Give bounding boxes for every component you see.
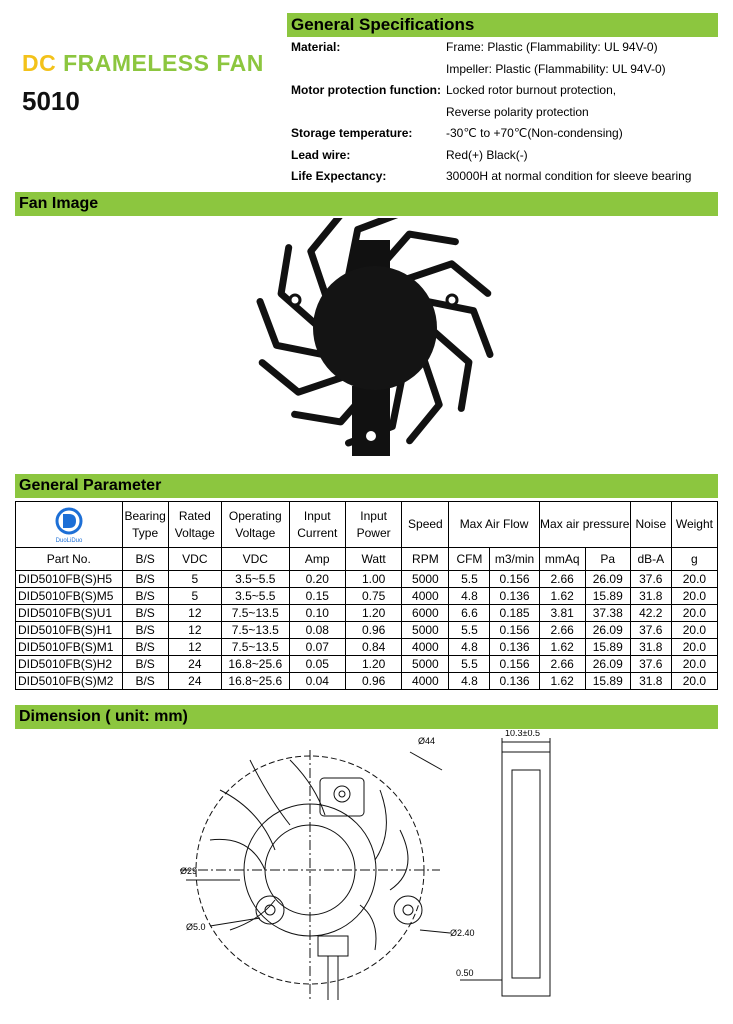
spec-value: Impeller: Plastic (Flammability: UL 94V-0): [446, 61, 666, 76]
table-cell: B/S: [122, 622, 168, 639]
table-row: [16, 605, 718, 622]
table-cell: 20.0: [671, 673, 717, 690]
spec-value: Red(+) Black(-): [446, 147, 528, 162]
table-cell: 20.0: [671, 588, 717, 605]
part-number-cell: DID5010FB(S)M2: [16, 673, 123, 690]
table-cell: 0.08: [289, 622, 345, 639]
table-cell: 0.96: [345, 673, 401, 690]
fan-left-hole: [290, 295, 300, 305]
table-cell: B/S: [122, 656, 168, 673]
spec-value: -30℃ to +70℃(Non-condensing): [446, 126, 623, 140]
spec-row: [291, 145, 731, 166]
company-logo: [16, 502, 123, 548]
table-cell: 4.8: [449, 588, 490, 605]
table-cell: 1.20: [345, 656, 401, 673]
table-cell: 5.5: [449, 571, 490, 588]
table-cell: 7.5~13.5: [221, 622, 289, 639]
table-cell: 31.8: [630, 673, 671, 690]
table-cell: 3.81: [539, 605, 585, 622]
table-cell: 0.136: [490, 639, 539, 656]
table-cell: 20.0: [671, 639, 717, 656]
table-cell: 5000: [402, 571, 449, 588]
table-cell: 0.04: [289, 673, 345, 690]
table-cell: 0.84: [345, 639, 401, 656]
table-row: [16, 656, 718, 673]
unit-header: Watt: [345, 548, 401, 571]
table-cell: 16.8~25.6: [221, 656, 289, 673]
table-cell: 12: [168, 622, 221, 639]
table-cell: 2.66: [539, 656, 585, 673]
table-cell: 3.5~5.5: [221, 571, 289, 588]
spec-value: Reverse polarity protection: [446, 104, 589, 119]
spec-label: Storage temperature:: [291, 126, 413, 140]
dim-label-5: Ø5.0: [186, 922, 206, 932]
table-cell: 20.0: [671, 656, 717, 673]
table-cell: B/S: [122, 571, 168, 588]
table-cell: 24: [168, 673, 221, 690]
table-cell: 0.136: [490, 673, 539, 690]
table-cell: 3.5~5.5: [221, 588, 289, 605]
table-units-row: [16, 548, 718, 571]
column-header: Max air pressure: [539, 502, 630, 548]
table-cell: 4000: [402, 639, 449, 656]
fan-right-hole: [447, 295, 457, 305]
table-cell: 5000: [402, 622, 449, 639]
spec-label: Life Expectancy:: [291, 169, 387, 183]
table-row: [16, 673, 718, 690]
unit-header: Part No.: [16, 548, 123, 571]
spec-row: [291, 102, 731, 123]
unit-header: mmAq: [539, 548, 585, 571]
table-cell: 0.96: [345, 622, 401, 639]
unit-header: RPM: [402, 548, 449, 571]
table-cell: 7.5~13.5: [221, 605, 289, 622]
dim-label-44: Ø44: [418, 736, 436, 746]
column-header: Rated Voltage: [168, 502, 221, 548]
table-row: [16, 622, 718, 639]
table-cell: 0.156: [490, 656, 539, 673]
table-cell: 2.66: [539, 571, 585, 588]
column-header: Operating Voltage: [221, 502, 289, 548]
table-cell: 7.5~13.5: [221, 639, 289, 656]
table-cell: 26.09: [585, 622, 630, 639]
product-title-prefix: DC: [22, 50, 57, 76]
table-row: [16, 588, 718, 605]
table-cell: 2.66: [539, 622, 585, 639]
parameter-table: [15, 501, 718, 690]
fan-image: [230, 218, 510, 468]
table-cell: 4.8: [449, 673, 490, 690]
spec-value: 30000H at normal condition for sleeve bearing: [446, 169, 692, 183]
table-cell: 0.20: [289, 571, 345, 588]
table-cell: 0.75: [345, 588, 401, 605]
table-cell: 5.5: [449, 656, 490, 673]
table-cell: 31.8: [630, 588, 671, 605]
part-number-cell: DID5010FB(S)H2: [16, 656, 123, 673]
table-cell: 24: [168, 656, 221, 673]
spec-value: Locked rotor burnout protection,: [446, 83, 617, 97]
fan-hub: [313, 266, 437, 390]
part-number-cell: DID5010FB(S)M5: [16, 588, 123, 605]
table-cell: 0.10: [289, 605, 345, 622]
column-header: Bearing Type: [122, 502, 168, 548]
spec-row: [291, 166, 731, 187]
spec-label: Motor protection function:: [291, 83, 441, 97]
table-cell: 26.09: [585, 656, 630, 673]
dimension-heading: Dimension ( unit: mm): [15, 705, 718, 729]
column-header: Input Current: [289, 502, 345, 548]
table-cell: 26.09: [585, 571, 630, 588]
table-cell: B/S: [122, 639, 168, 656]
unit-header: CFM: [449, 548, 490, 571]
table-cell: 20.0: [671, 622, 717, 639]
part-number-cell: DID5010FB(S)H1: [16, 622, 123, 639]
spec-row: [291, 37, 731, 58]
spec-value: Frame: Plastic (Flammability: UL 94V-0): [446, 40, 658, 54]
table-cell: 1.00: [345, 571, 401, 588]
table-cell: 0.07: [289, 639, 345, 656]
table-cell: 0.136: [490, 588, 539, 605]
table-row: [16, 639, 718, 656]
table-cell: 6.6: [449, 605, 490, 622]
logo-icon: [49, 505, 89, 545]
table-cell: 37.6: [630, 622, 671, 639]
dim-label-thickness: 10.3±0.5: [505, 730, 540, 738]
spec-row: [291, 59, 731, 80]
unit-header: B/S: [122, 548, 168, 571]
table-cell: 31.8: [630, 639, 671, 656]
unit-header: VDC: [221, 548, 289, 571]
table-cell: 37.6: [630, 571, 671, 588]
table-cell: 1.62: [539, 673, 585, 690]
product-model: 5010: [22, 86, 80, 116]
part-number-cell: DID5010FB(S)H5: [16, 571, 123, 588]
table-cell: B/S: [122, 605, 168, 622]
dim-label-240: Ø2.40: [450, 928, 475, 938]
product-title: [22, 50, 264, 77]
unit-header: VDC: [168, 548, 221, 571]
table-cell: 15.89: [585, 673, 630, 690]
dimension-drawing: [150, 730, 570, 1020]
unit-header: m3/min: [490, 548, 539, 571]
table-body: [16, 571, 718, 690]
table-cell: B/S: [122, 673, 168, 690]
table-cell: 37.6: [630, 656, 671, 673]
table-cell: 15.89: [585, 588, 630, 605]
spec-row: [291, 123, 731, 144]
general-specifications-heading: General Specifications: [287, 13, 718, 37]
table-cell: 1.62: [539, 588, 585, 605]
unit-header: g: [671, 548, 717, 571]
table-cell: 0.156: [490, 571, 539, 588]
dim-label-29: Ø29: [180, 866, 198, 876]
table-cell: 20.0: [671, 571, 717, 588]
table-header-row: [16, 502, 718, 548]
table-cell: 12: [168, 639, 221, 656]
unit-header: Pa: [585, 548, 630, 571]
fan-bottom-mount: [352, 386, 390, 456]
column-header: Noise: [630, 502, 671, 548]
table-cell: 12: [168, 605, 221, 622]
table-cell: 0.05: [289, 656, 345, 673]
table-cell: 6000: [402, 605, 449, 622]
table-cell: 0.185: [490, 605, 539, 622]
fan-image-heading: Fan Image: [15, 192, 718, 216]
dim-label-050: 0.50: [456, 968, 474, 978]
column-header: Speed: [402, 502, 449, 548]
table-row: [16, 571, 718, 588]
table-cell: 5000: [402, 656, 449, 673]
column-header: Input Power: [345, 502, 401, 548]
part-number-cell: DID5010FB(S)M1: [16, 639, 123, 656]
table-cell: B/S: [122, 588, 168, 605]
table-cell: 20.0: [671, 605, 717, 622]
table-cell: 5: [168, 571, 221, 588]
table-cell: 4.8: [449, 639, 490, 656]
column-header: Max Air Flow: [449, 502, 539, 548]
table-cell: 4000: [402, 588, 449, 605]
table-cell: 0.15: [289, 588, 345, 605]
table-cell: 4000: [402, 673, 449, 690]
table-cell: 15.89: [585, 639, 630, 656]
unit-header: dB-A: [630, 548, 671, 571]
spec-row: [291, 80, 731, 101]
unit-header: Amp: [289, 548, 345, 571]
part-number-cell: DID5010FB(S)U1: [16, 605, 123, 622]
table-cell: 1.62: [539, 639, 585, 656]
spec-label: Material:: [291, 40, 341, 54]
product-title-rest: FRAMELESS FAN: [56, 50, 264, 76]
table-cell: 37.38: [585, 605, 630, 622]
spec-label: Lead wire:: [291, 147, 351, 162]
logo-text: DuoLiDuo: [55, 537, 83, 544]
table-cell: 5: [168, 588, 221, 605]
table-cell: 1.20: [345, 605, 401, 622]
column-header: Weight: [671, 502, 717, 548]
table-cell: 5.5: [449, 622, 490, 639]
table-cell: 0.156: [490, 622, 539, 639]
general-parameter-heading: General Parameter: [15, 474, 718, 498]
table-cell: 42.2: [630, 605, 671, 622]
table-cell: 16.8~25.6: [221, 673, 289, 690]
fan-mount-hole: [366, 431, 376, 441]
